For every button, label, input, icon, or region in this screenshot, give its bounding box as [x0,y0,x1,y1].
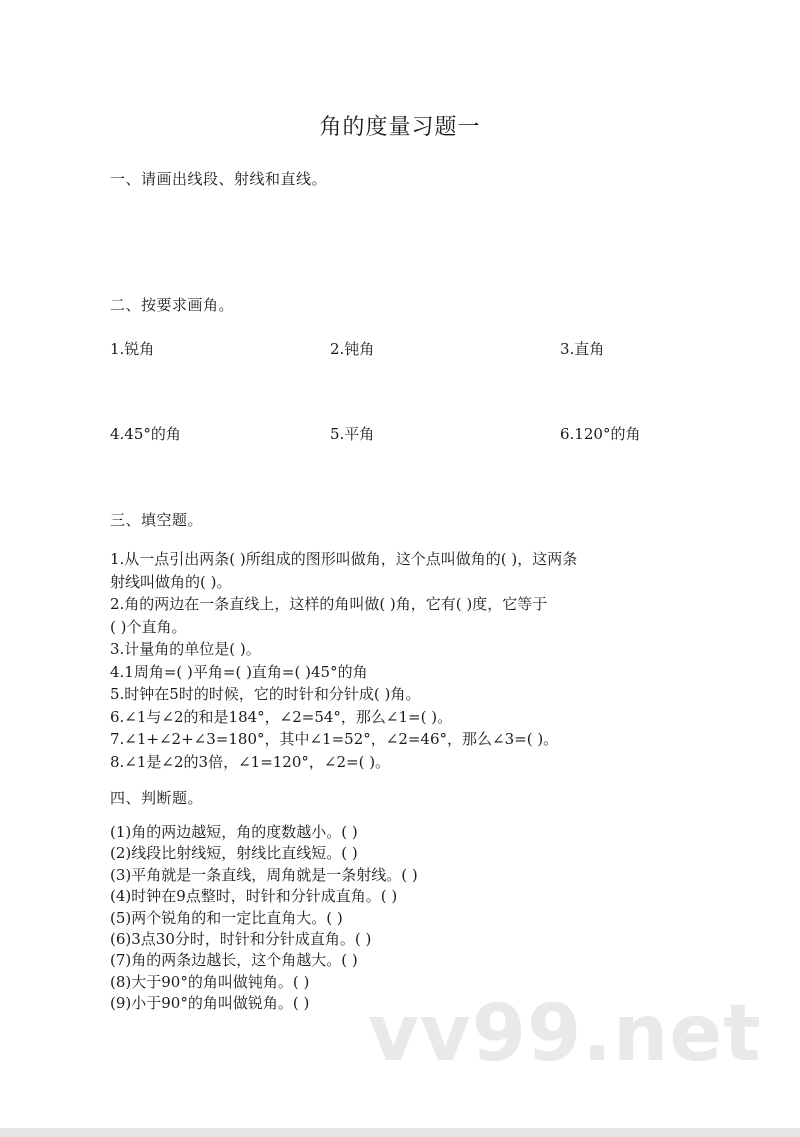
fill-line: 7.∠1+∠2+∠3=180°，其中∠1=52°，∠2=46°，那么∠3=( )。 [110,730,559,748]
fill-line: ( )个直角。 [110,617,187,636]
section-3-heading: 三、填空题。 [110,511,204,529]
fill-line: 5.时钟在5时的时候，它的时针和分针成( )角。 [110,685,421,703]
draw-item-straight: 5.平角 [330,425,375,443]
fill-line: 2.角的两边在一条直线上，这样的角叫做( )角，它有( )度，它等于 [110,595,548,613]
judge-line: (1)角的两边越短，角的度数越小。( ) [110,823,358,841]
section-4-heading: 四、判断题。 [110,789,204,807]
fill-line: 3.计量角的单位是( )。 [110,640,261,658]
judge-line: (4)时钟在9点整时，时针和分针成直角。( ) [110,887,398,906]
fill-blank-list [110,548,710,773]
fill-line: 6.∠1与∠2的和是184°，∠2=54°，那么∠1=( )。 [110,707,453,726]
judge-line: (9)小于90°的角叫做锐角。( ) [110,994,310,1013]
watermark: vv99.net [368,989,762,1079]
fill-line: 4.1周角=( )平角=( )直角=( )45°的角 [110,662,368,681]
page-title: 角的度量习题一 [319,115,481,140]
section-1-heading: 一、请画出线段、射线和直线。 [110,170,328,188]
fill-line: 射线叫做角的( )。 [110,572,232,591]
judge-line: (7)角的两条边越长，这个角越大。( ) [110,951,358,970]
draw-item-obtuse: 2.钝角 [330,340,375,358]
draw-item-right: 3.直角 [560,340,605,358]
judge-line: (3)平角就是一条直线，周角就是一条射线。( ) [110,865,418,884]
judge-line: (5)两个锐角的和一定比直角大。( ) [110,908,343,927]
draw-item-120: 6.120°的角 [560,425,641,443]
section-2-heading: 二、按要求画角。 [110,296,235,314]
draw-item-45: 4.45°的角 [110,425,181,443]
fill-line: 1.从一点引出两条( )所组成的图形叫做角，这个点叫做角的( )，这两条 [110,550,578,568]
judge-line: (8)大于90°的角叫做钝角。( ) [110,972,310,991]
judgement-list [110,822,710,1015]
page-bottom-edge [0,1128,800,1137]
fill-line: 8.∠1是∠2的3倍，∠1=120°，∠2=( )。 [110,752,391,771]
draw-item-acute: 1.锐角 [110,340,155,358]
judge-line: (6)3点30分时，时针和分针成直角。( ) [110,929,372,948]
judge-line: (2)线段比射线短，射线比直线短。( ) [110,844,358,863]
